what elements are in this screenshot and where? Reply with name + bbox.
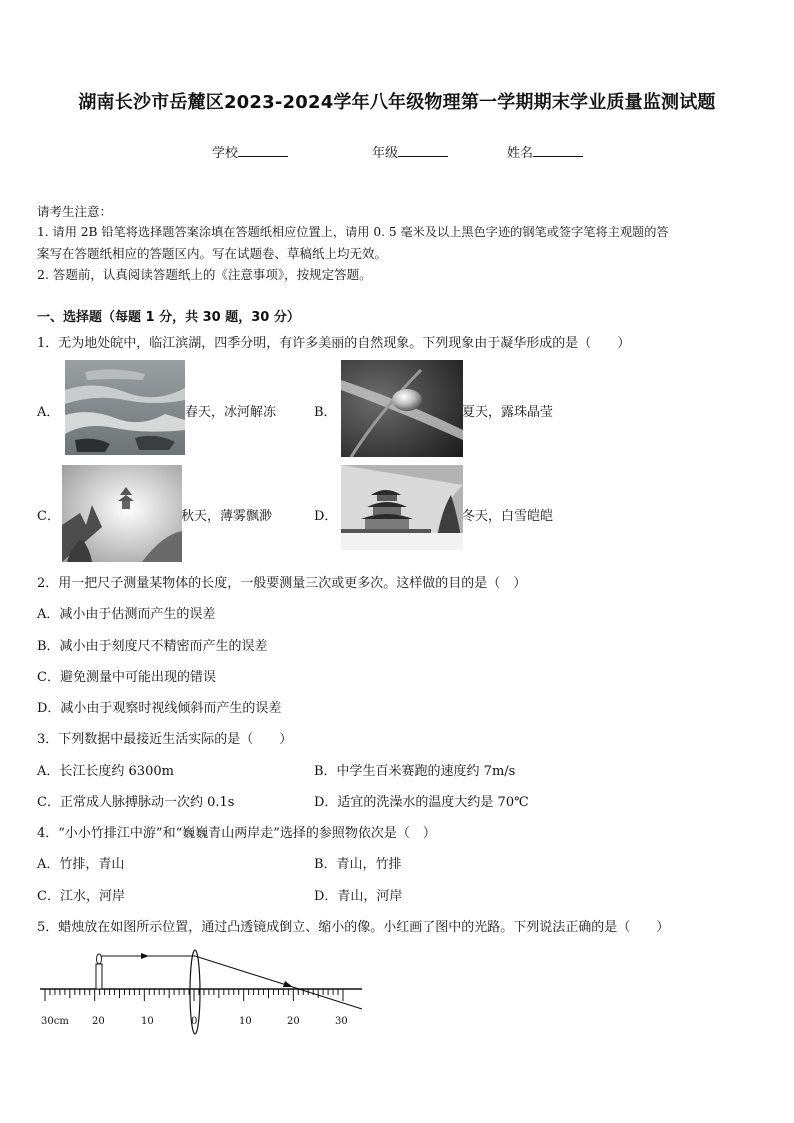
- q3-option-d: D．适宜的洗澡水的温度大约是 70℃: [314, 795, 529, 810]
- name-label: 姓名: [507, 146, 534, 161]
- grade-field: [372, 142, 448, 161]
- q1-option-c-text: 秋天，薄雾飘渺: [181, 509, 273, 524]
- question-5-stem: 5．蜡烛放在如图所示位置，通过凸透镜成倒立、缩小的像。小红画了图中的光路。下列说法正确的是（ ）: [37, 920, 670, 935]
- grade-label: 年级: [372, 146, 399, 161]
- q2-option-b: B．减小由于刻度尺不精密而产生的误差: [37, 639, 268, 654]
- q1-option-c-image: [62, 465, 182, 562]
- name-field: [507, 142, 583, 161]
- ruler-label: 20: [92, 1016, 105, 1027]
- section-heading: 一、选择题（每题 1 分，共 30 题，30 分）: [37, 310, 300, 325]
- question-2-stem: 2．用一把尺子测量某物体的长度，一般要测量三次或更多次。这样做的目的是（ ）: [37, 576, 527, 591]
- q5-optics-figure: [37, 942, 367, 1034]
- candle-icon: [96, 954, 102, 989]
- q2-option-c: C．避免测量中可能出现的错误: [37, 670, 216, 685]
- ruler-label: 10: [141, 1016, 154, 1027]
- q4-option-b: B．青山，竹排: [314, 857, 402, 872]
- q1-option-a-text: 春天，冰河解冻: [185, 405, 277, 420]
- light-ray-refracted: [195, 956, 362, 1009]
- q2-option-a: A．减小由于估测而产生的误差: [37, 607, 216, 622]
- q1-option-d-image: [341, 465, 463, 550]
- ruler-label: 10: [239, 1016, 252, 1027]
- ruler-label: 20: [287, 1016, 300, 1027]
- school-field: [212, 142, 288, 161]
- q1-option-d-text: 冬天，白雪皑皑: [462, 509, 554, 524]
- ruler-ticks: [45, 989, 343, 1001]
- notice-line-1b: 案写在答题纸相应的答题区内。写在试题卷、草稿纸上均无效。: [37, 246, 388, 261]
- ruler-label: 30cm: [41, 1016, 69, 1027]
- page-title: 湖南长沙市岳麓区2023-2024学年八年级物理第一学期期末学业质量监测试题: [78, 92, 716, 113]
- q3-option-c: C．正常成人脉搏脉动一次约 0.1s: [37, 795, 235, 810]
- ray-arrow-icon: [283, 981, 293, 987]
- q1-option-d-letter: D．: [314, 509, 338, 524]
- ray-arrow-icon: [141, 953, 149, 959]
- question-3-stem: 3．下列数据中最接近生活实际的是（ ）: [37, 732, 293, 747]
- school-blank: [238, 144, 288, 157]
- ruler-label: 0: [191, 1016, 198, 1027]
- ruler-label: 30: [335, 1016, 348, 1027]
- school-label: 学校: [212, 146, 239, 161]
- notice-heading: 请考生注意：: [37, 204, 113, 219]
- q2-option-d: D．减小由于观察时视线倾斜而产生的误差: [37, 701, 282, 716]
- q1-option-b-image: [341, 360, 463, 457]
- q1-option-c-letter: C．: [37, 509, 60, 524]
- q4-option-d: D．青山，河岸: [314, 889, 403, 904]
- q4-option-a: A．竹排，青山: [37, 857, 125, 872]
- question-1-stem: 1．无为地处皖中，临江滨湖，四季分明，有许多美丽的自然现象。下列现象由于凝华形成的是（ ）: [37, 336, 631, 351]
- q1-option-a-image: [65, 360, 185, 455]
- q3-option-a: A．长江长度约 6300m: [37, 764, 174, 779]
- notice-line-1a: 1. 请用 2B 铅笔将选择题答案涂填在答题纸相应位置上，请用 0. 5 毫米及以上黑色字迹的钢笔或签字笔将主观题的答: [37, 225, 669, 239]
- q3-option-b: B．中学生百米赛跑的速度约 7m/s: [314, 764, 516, 779]
- q1-option-b-letter: B．: [314, 405, 337, 420]
- name-blank: [533, 144, 583, 157]
- question-4-stem: 4．“小小竹排江中游”和“巍巍青山两岸走”选择的参照物依次是（ ）: [37, 826, 436, 841]
- q1-option-b-text: 夏天，露珠晶莹: [462, 405, 554, 420]
- q4-option-c: C．江水，河岸: [37, 889, 125, 904]
- grade-blank: [398, 144, 448, 157]
- q1-option-a-letter: A．: [37, 405, 60, 420]
- notice-line-2: 2. 答题前，认真阅读答题纸上的《注意事项》，按规定答题。: [37, 267, 372, 282]
